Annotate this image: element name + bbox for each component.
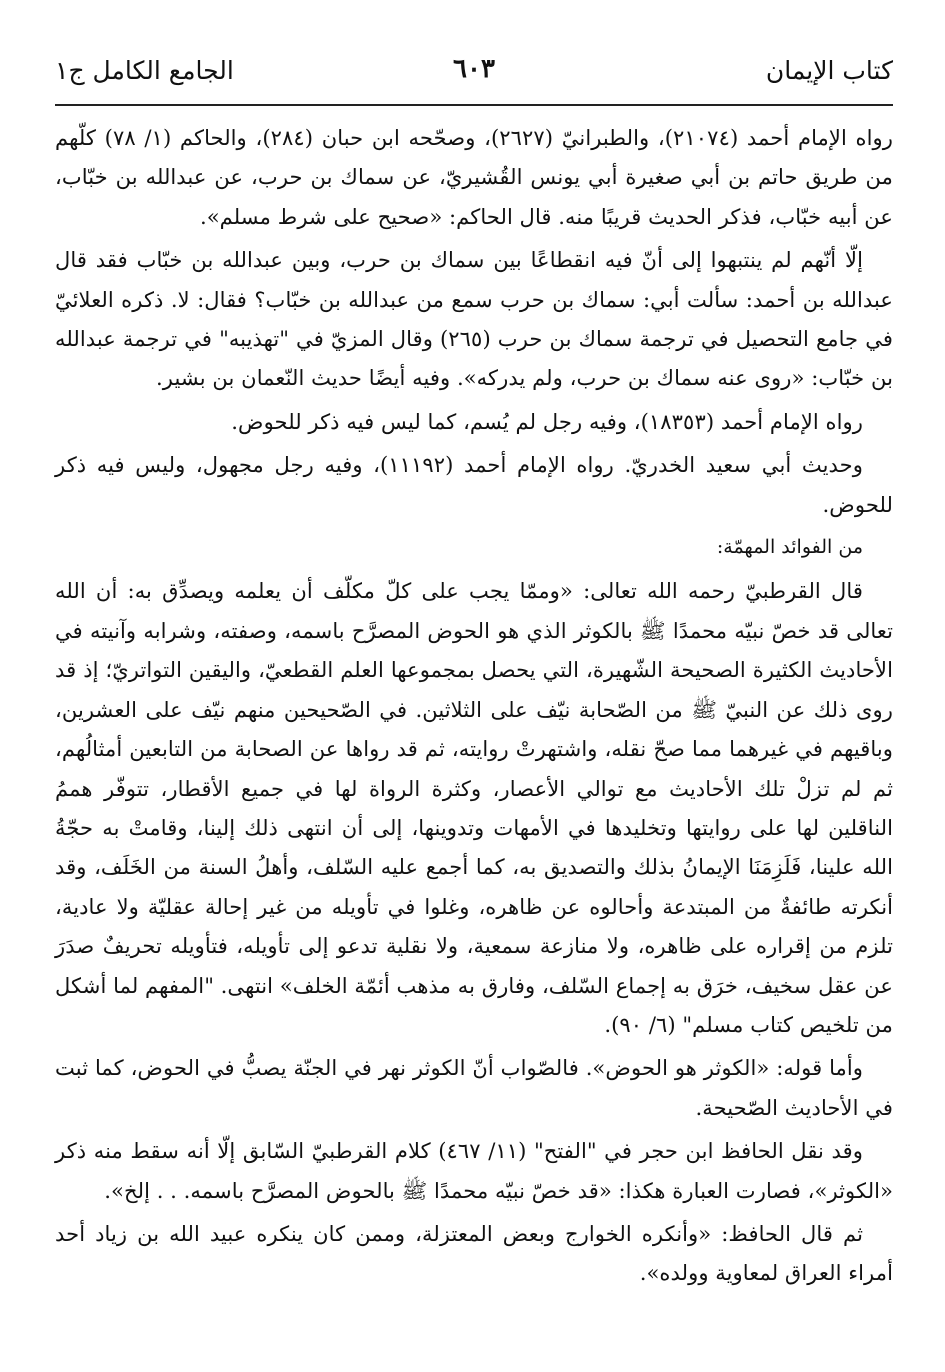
paragraph-8: ثم قال الحافظ: «وأنكره الخوارج وبعض المعتزلة، وممن كان ينكره عبيد الله بن زياد أحد أمراء العراق لمعاوية وولده». (55, 1220, 893, 1286)
header-book-title: الجامع الكامل ج١ (55, 56, 234, 85)
paragraph-6: وأما قوله: «الكوثر هو الحوض». فالصّواب أنّ الكوثر نهر في الجنّة يصبُّ في الحوض، كما ثبت في الأحاديث الصّحيحة. (55, 1055, 893, 1120)
header-chapter-title: كتاب الإيمان (765, 56, 893, 85)
paragraph-1: رواه الإمام أحمد (٢١٠٧٤)، والطبرانيّ (٢٦٢٧)، وصحّحه ابن حبان (٢٨٤)، والحاكم (١/ ٧٨) كلّهم من طريق حاتم بن أبي صغيرة أبي يونس القُشيريّ، عن سماك بن حرب، عن عبدالله بن خبّاب، عن أبيه خبّاب، فذكر الحديث قريبًا منه. قال الحاكم: «صحيح على شرط مسلم». (55, 125, 894, 229)
page-number: ٦٠٣ (453, 54, 495, 84)
running-header (55, 50, 893, 100)
paragraph-4: وحديث أبي سعيد الخدريّ. رواه الإمام أحمد (١١١٩٢)، وفيه رجل مجهول، وليس فيه ذكر للحوض. (55, 452, 893, 517)
paragraph-7: وقد نقل الحافظ ابن حجر في "الفتح" (١١/ ٤٦٧) كلام القرطبيّ السّابق إلّا أنه سقط منه ذكر «الكوثر»، فصارت العبارة هكذا: «قد خصّ نبيّه محمدًا ﷺ بالحوض المصرَّح باسمه. . . إلخ». (55, 1138, 893, 1203)
header-divider (55, 104, 893, 106)
paragraph-2: إلّا أنّهم لم ينتبهوا إلى أنّ فيه انقطاعًا بين سماك بن حرب، وبين عبدالله بن خبّاب فقد قال عبدالله بن أحمد: سألت أبي: سماك بن حرب سمع من عبدالله بن خبّاب؟ فقال: لا. ذكره العلائيّ في جامع التحصيل في ترجمة سماك بن حرب (٢٦٥) وقال المزيّ في "تهذيبه" في ترجمة عبدالله بن خبّاب: «روى عنه سماك بن حرب، ولم يدركه». وفيه أيضًا حديث النّعمان بن بشير. (55, 247, 893, 391)
section-heading: من الفوائد المهمّة: (716, 536, 863, 559)
body-text (55, 118, 893, 1297)
paragraph-3: رواه الإمام أحمد (١٨٣٥٣)، وفيه رجل لم يُسم، كما ليس فيه ذكر للحوض. (231, 408, 863, 434)
paragraph-5: قال القرطبيّ رحمه الله تعالى: «وممّا يجب على كلّ مكلّف أن يعلمه ويصدِّق به: أن الله تعالى قد خصّ نبيّه محمدًا ﷺ بالكوثر الذي هو الحوض المصرَّح باسمه، وصفته، وشرابه وآنيته في الأحاديث الكثيرة الصحيحة الشّهيرة، التي يحصل بمجموعها العلم القطعيّ، واليقين التواتريّ؛ إذ قد روى ذلك عن النبيّ ﷺ من الصّحابة نيّف على الثلاثين. في الصّحيحين منهم نيّف على العشرين، وباقيهم في غيرهما مما صحّ نقله، واشتهرتْ روايته، ثم قد رواها عن الصحابة من التابعين أمثالُهم، ثم لم تزلْ تلك الأحاديث مع توالي الأعصار، وكثرة الرواة لها في جميع الأقطار، تتوفّر هممُ الناقلين لها على روايتها وتخليدها في الأمهات وتدوينها، إلى أن انتهى ذلك إلينا، وقامتْ به حجّةُ الله علينا، فَلَزِمَنَا الإيمانُ بذلك والتصديق به، كما أجمع عليه السّلف، وأهلُ السنة من الخَلَف، وقد أنكرته طائفةٌ من المبتدعة وأحالوه عن ظاهره، وغلوا في تأويله من غير إحالة عقليّة ولا عادية، تلزم من إقراره على ظاهره، ولا منازعة سمعية، ولا نقلية تدعو إلى تأويله، فتأويله تحريفٌ صدَرَ عن عقل سخيف، خرَق به إجماع السّلف، وفارق به مذهب أئمّة الخلف» انتهى. "المفهم لما أشكل من تلخيص كتاب مسلم" (٦/ ٩٠). (55, 578, 893, 1037)
